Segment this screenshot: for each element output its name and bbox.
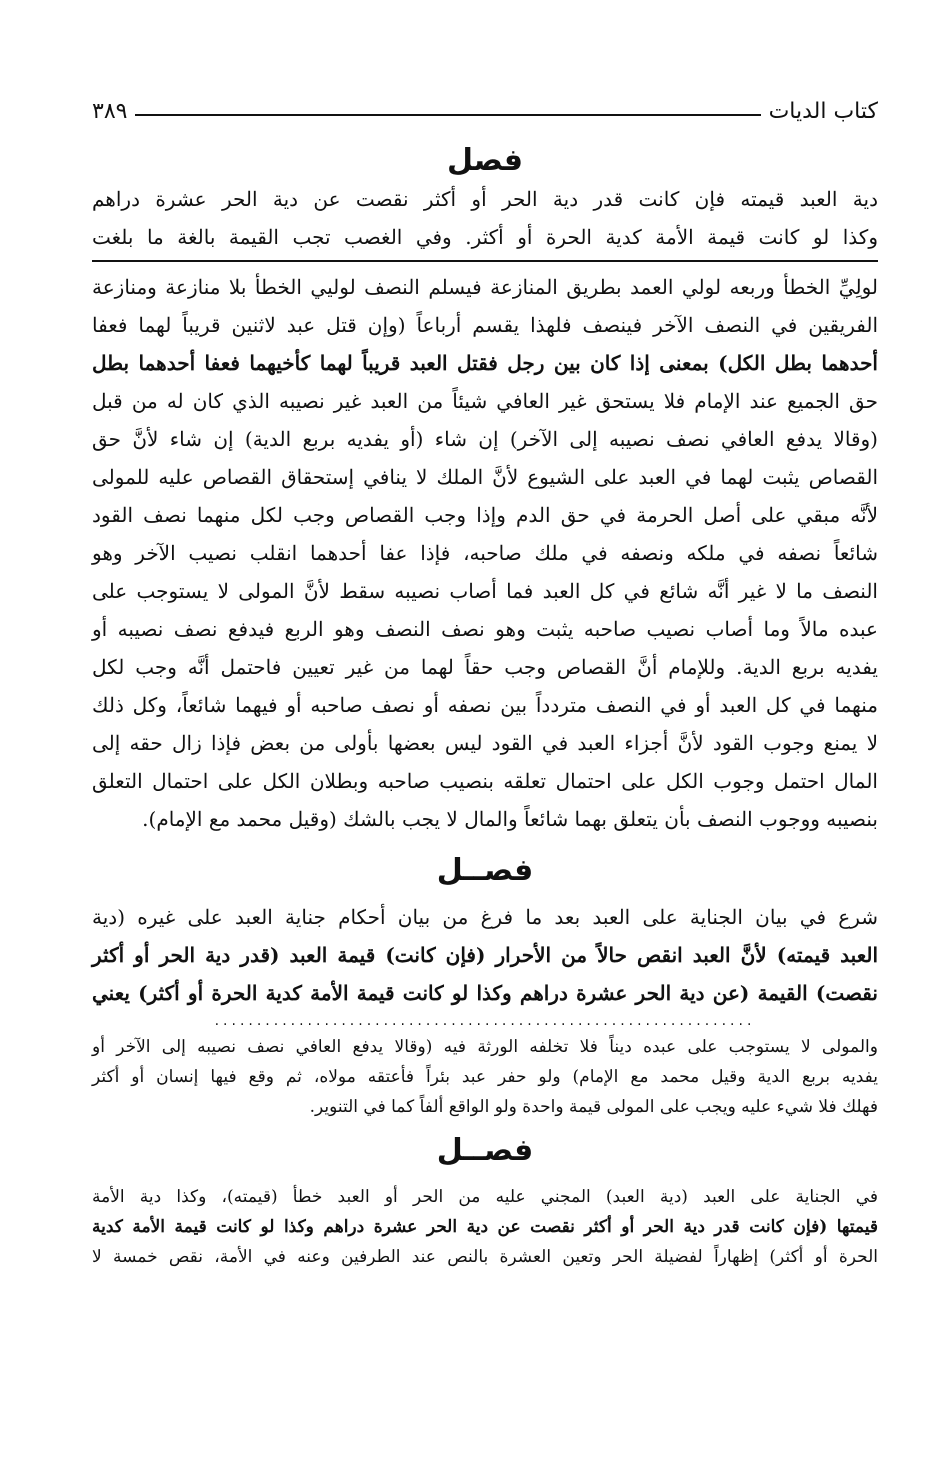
section2-line: العبد قيمته) لأنَّ العبد انقص حالاً من الأحرار (فإن كانت) قيمة العبد (قدر دية الحر أو أكثر xyxy=(92,943,878,967)
commentary-line: شائعاً نصفه في ملكه ونصفه في ملك صاحبه، فإذا عفا أحدهما انقلب نصيب الآخر وهو xyxy=(92,541,878,565)
matn-line: وكذا لو كانت قيمة الأمة كدية الحرة أو أكثر. وفي الغصب تجب القيمة بالغة ما بلغت xyxy=(92,225,878,249)
matn-line: دية العبد قيمته فإن كانت قدر دية الحر أو أكثر نقصت عن دية الحر عشرة دراهم xyxy=(92,187,878,211)
commentary-line: لولِيِّ الخطأ وربعه لولي العمد بطريق المنازعة فيسلم النصف لوليي الخطأ بلا منازعة ومنازعة xyxy=(92,275,878,299)
section-title-3: فصــل xyxy=(436,1133,534,1168)
commentary-line: القصاص يثبت لهما في العبد على الشيوع لأنَّ الملك لا ينافي إستحقاق القصاص عليه للمولى xyxy=(92,465,878,489)
header-rule xyxy=(135,114,760,116)
separator-rule xyxy=(92,260,878,262)
footnote-block xyxy=(92,1032,878,1122)
footnote-line: والمولى لا يستوجب على عبده ديناً فلا تخلفه الورثة فيه (وقالا يدفع العافي نصف نصيبه إلى الآخر أو xyxy=(92,1037,878,1057)
section3-line: في الجناية على العبد (دية العبد) المجني عليه من الحر أو العبد خطأ (قيمته)، وكذا دية الأمة xyxy=(92,1187,878,1207)
footnote-line: فهلك فلا شيء عليه ويجب على المولى قيمة واحدة ولو الواقع ألفاً كما في التنوير. xyxy=(309,1097,878,1117)
commentary-line: لا يمنع وجوب القود لأنَّ أجزاء العبد في القود ليس بعضها بأولى من بعض فإذا زال حقه إلى xyxy=(92,731,878,755)
running-header xyxy=(92,90,878,124)
commentary-line: النصف ما لا غير أنَّه شائع في كل العبد فما أصاب نصيبه سقط لأنَّ المولى لا يستوجب على xyxy=(92,579,878,603)
section-title-2: فصــل xyxy=(436,853,534,888)
section2-line: شرع في بيان الجناية على العبد بعد ما فرغ من بيان أحكام جناية العبد على غيره (دية xyxy=(92,905,878,929)
section-title-1: فصل xyxy=(447,143,523,178)
book-title: كتاب الديات xyxy=(768,99,878,124)
commentary-line: لأنَّه مبقي على أصل الحرمة في حق الدم وإذا وجب القصاص وجب لكل منهما نصف القود xyxy=(92,503,878,527)
dotted-divider: ................................................................ xyxy=(214,1016,756,1026)
commentary-line: عبده مالاً وما أصاب نصيب صاحبه يثبت وهو نصف النصف وهو الربع فيدفع نصف نصيبه أو xyxy=(92,617,878,641)
section3-line: قيمتها (فإن كانت قدر دية الحر أو أكثر نقصت عن دية الحر عشرة دراهم وكذا لو كانت قيمة الأمة كدية xyxy=(92,1217,878,1237)
commentary-line: المال احتمل وجوب الكل على احتمال تعلقه بنصيب صاحبه وبطلان الكل على احتمال التعلق xyxy=(92,769,878,793)
commentary-line: يفديه بربع الدية. وللإمام أنَّ القصاص وجب حقاً لهما من غير تعيين فاحتمل أنَّه وجب لكل xyxy=(92,655,878,679)
commentary-line: (وقالا يدفع العافي نصف نصيبه إلى الآخر) إن شاء (أو يفديه بربع الدية) إن شاء لأنَّ حق xyxy=(92,427,878,451)
section2-line: نقصت) القيمة (عن دية الحر عشرة دراهم وكذا لو كانت قيمة الأمة كدية الحرة أو أكثر) يعني xyxy=(92,981,878,1005)
commentary-line: بنصيبه ووجوب النصف بأن يتعلق بهما شائعاً والمال لا يجب بالشك (وقيل محمد مع الإمام). xyxy=(142,807,878,831)
matn-block xyxy=(92,180,878,256)
footnote-line: يفديه بربع الدية وقيل محمد مع الإمام) ولو حفر عبد بئراً فأعتقه مولاه، ثم وقع فيها إنسان أو أكثر xyxy=(92,1067,878,1087)
section2-block xyxy=(92,898,878,1012)
commentary-line: حق الجميع عند الإمام فلا يستحق غير العافي شيئاً من العبد غير نصيبه الذي كان له من قبل xyxy=(92,389,878,413)
page-number: ٣٨٩ xyxy=(92,99,128,124)
section3-line: الحرة أو أكثر) إظهاراً لفضيلة الحر وتعين العشرة بالنص عند الطرفين وعنه في الأمة، نقص خمسة لا xyxy=(92,1247,878,1267)
commentary-line: منهما في كل العبد أو في النصف متردداً بين نصفه أو نصف صاحبه أو فيهما شائعاً، وكل ذلك xyxy=(92,693,879,717)
commentary-line: الفريقين في النصف الآخر فينصف فلهذا يقسم أرباعاً (وإن قتل عبد لاثنين قريباً لهما فعفا xyxy=(92,313,878,337)
section3-block xyxy=(92,1182,878,1272)
commentary-block xyxy=(92,268,878,838)
commentary-line: أحدهما بطل الكل) بمعنى إذا كان بين رجل فقتل العبد قريباً لهما كأخيهما فعفا أحدهما بطل xyxy=(92,351,878,375)
